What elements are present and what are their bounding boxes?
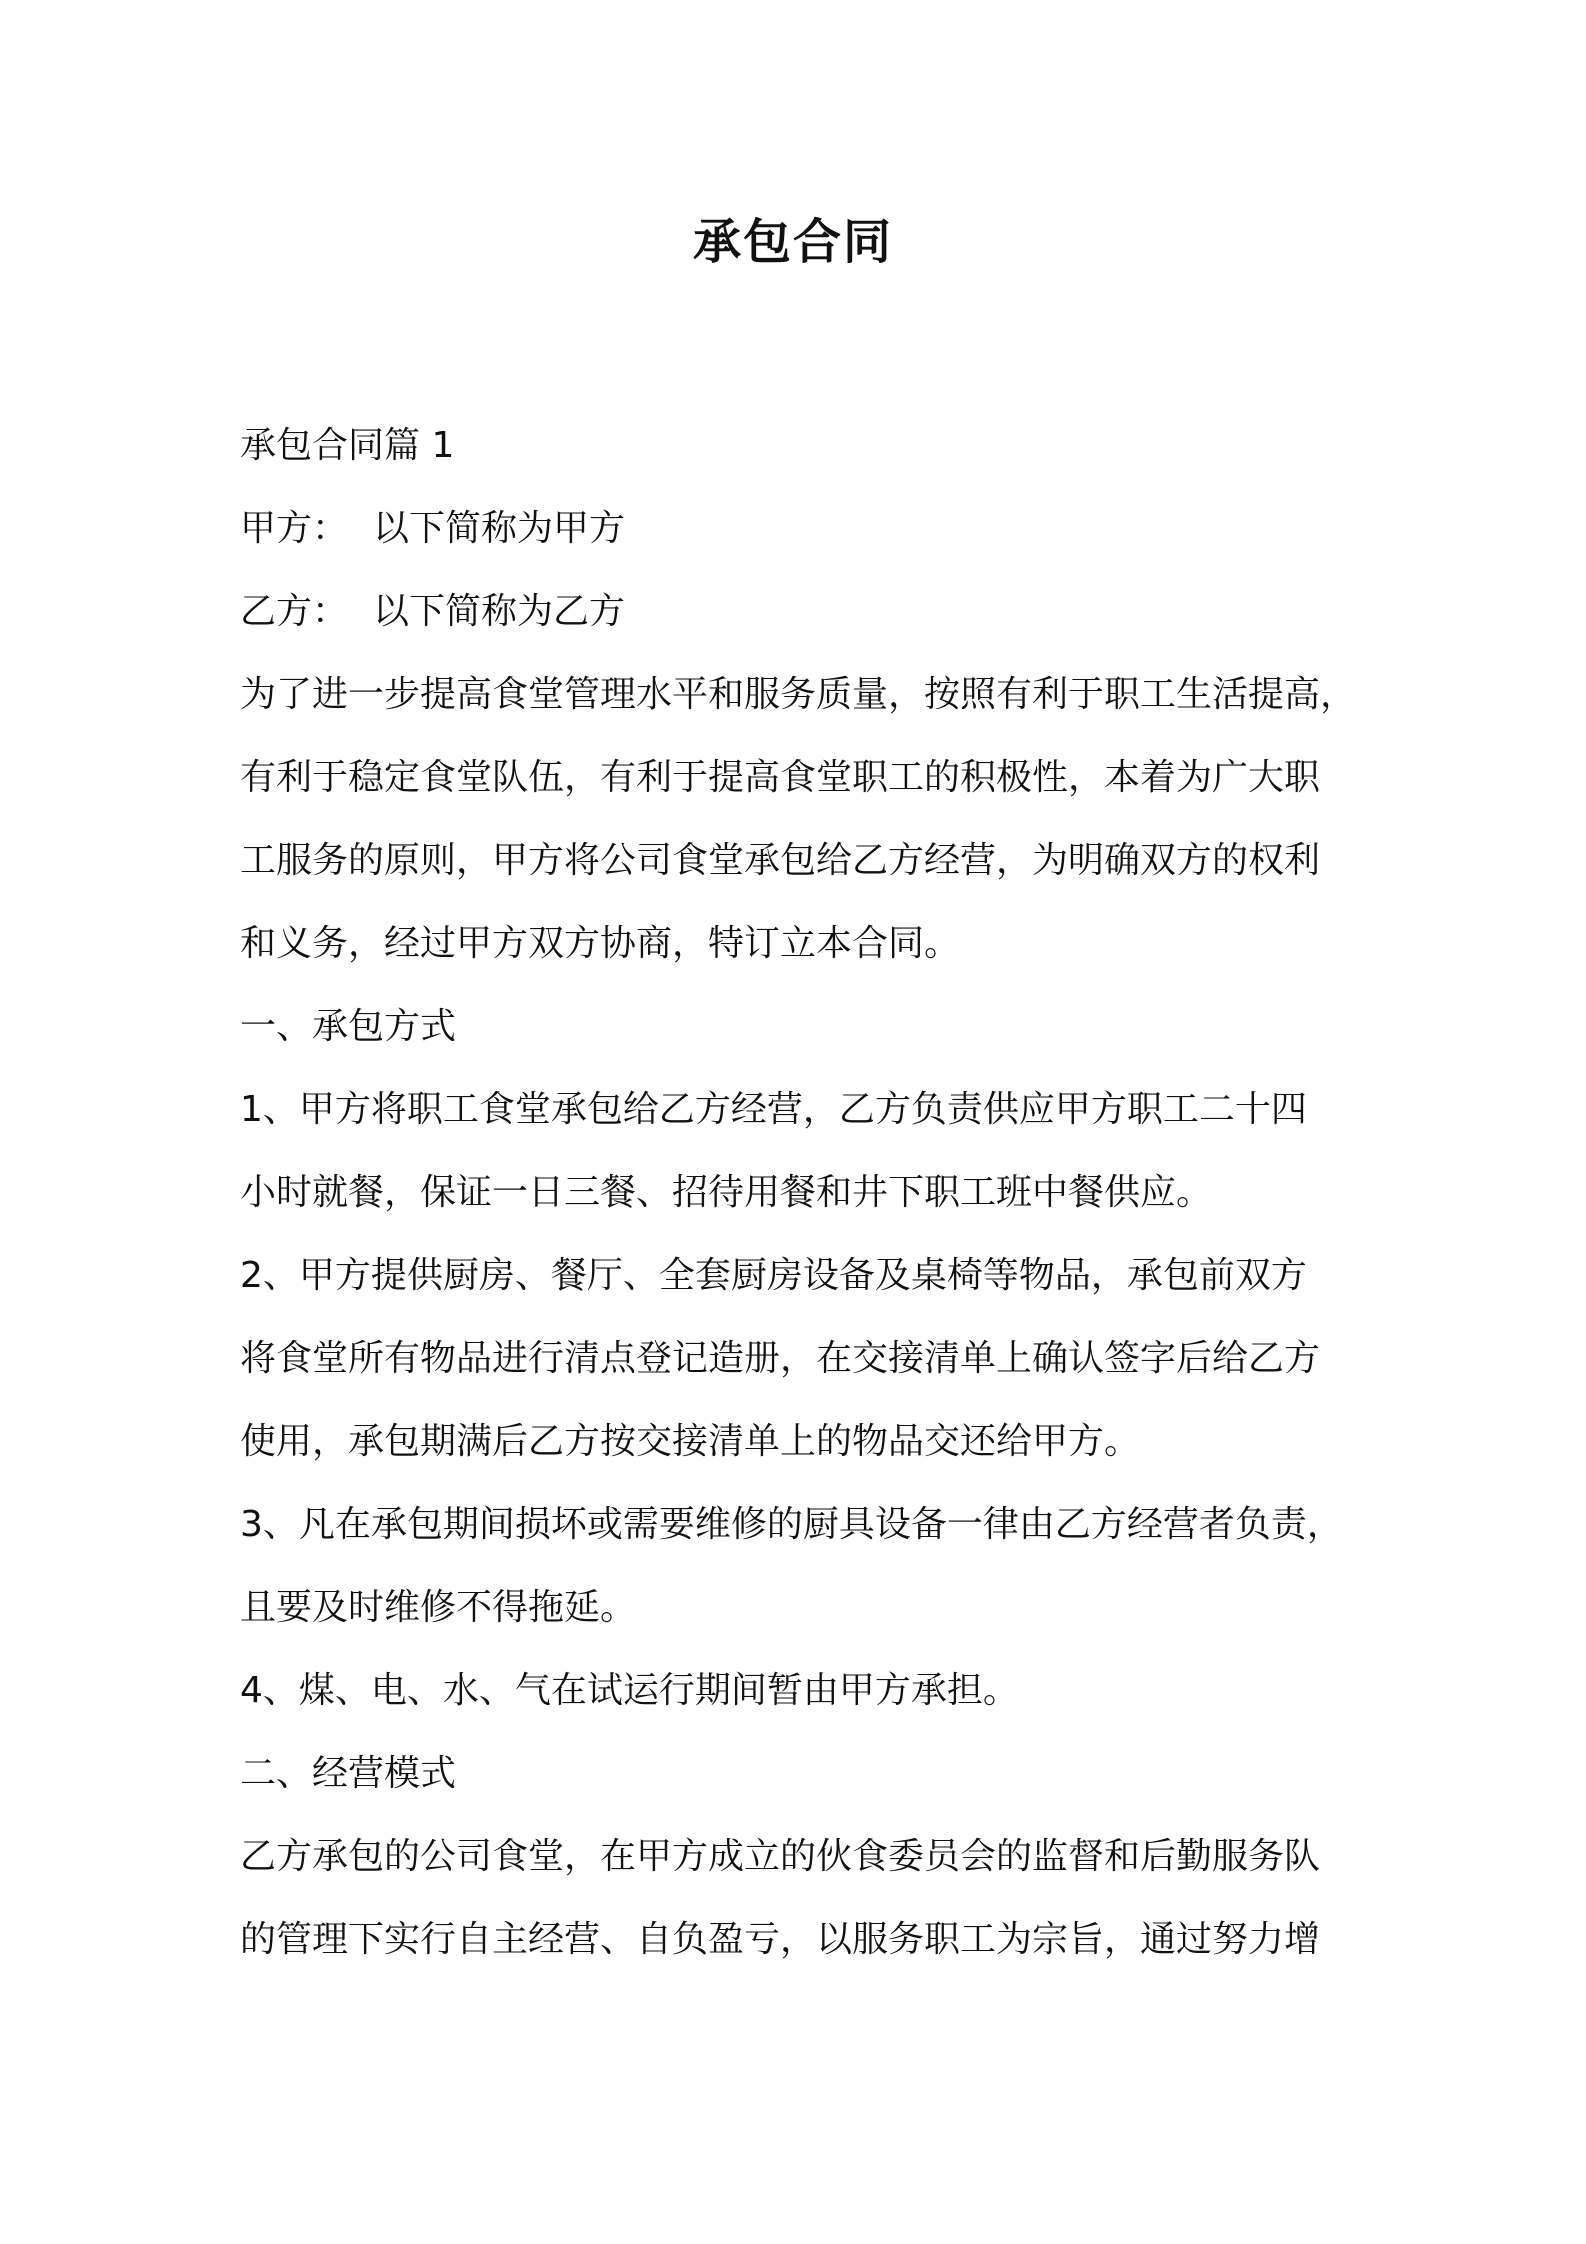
paragraph-line: 将食堂所有物品进行清点登记造册，在交接清单上确认签字后给乙方 xyxy=(240,1338,1321,1379)
document-body xyxy=(240,404,1360,1981)
party-b-label: 乙方： xyxy=(240,591,349,632)
paragraph-line: 的管理下实行自主经营、自负盈亏，以服务职工为宗旨，通过努力增 xyxy=(240,1919,1321,1960)
paragraph-line: 小时就餐，保证一日三餐、招待用餐和井下职工班中餐供应。 xyxy=(240,1172,1213,1213)
paragraph-line: 4、煤、电、水、气在试运行期间暂由甲方承担。 xyxy=(240,1670,1019,1711)
paragraph-line: 2、甲方提供厨房、餐厅、全套厨房设备及桌椅等物品，承包前双方 xyxy=(240,1255,1307,1296)
paragraph-line: 3、凡在承包期间损坏或需要维修的厨具设备一律由乙方经营者负责， xyxy=(240,1504,1343,1545)
paragraph-line: 1、甲方将职工食堂承包给乙方经营，乙方负责供应甲方职工二十四 xyxy=(240,1089,1307,1130)
section-heading: 二、经营模式 xyxy=(240,1753,457,1794)
paragraph-line: 且要及时维修不得拖延。 xyxy=(240,1587,637,1628)
paragraph-line: 乙方承包的公司食堂，在甲方成立的伙食委员会的监督和后勤服务队 xyxy=(240,1836,1321,1877)
paragraph-line: 和义务，经过甲方双方协商，特订立本合同。 xyxy=(240,923,961,964)
party-b-value: 以下简称为乙方 xyxy=(373,591,626,632)
party-a-label: 甲方： xyxy=(240,508,349,549)
party-a-line xyxy=(240,487,1360,570)
party-b-line xyxy=(240,570,1360,653)
party-a-value: 以下简称为甲方 xyxy=(373,508,626,549)
section-heading: 一、承包方式 xyxy=(240,1006,457,1047)
paragraph-line: 工服务的原则，甲方将公司食堂承包给乙方经营，为明确双方的权利 xyxy=(240,840,1321,881)
document-title: 承包合同 xyxy=(692,214,893,270)
paragraph-line: 有利于稳定食堂队伍，有利于提高食堂职工的积极性，本着为广大职 xyxy=(240,757,1321,798)
section-heading: 承包合同篇 1 xyxy=(240,425,455,466)
paragraph-line: 使用，承包期满后乙方按交接清单上的物品交还给甲方。 xyxy=(240,1421,1141,1462)
paragraph-line: 为了进一步提高食堂管理水平和服务质量，按照有利于职工生活提高， xyxy=(240,674,1357,715)
